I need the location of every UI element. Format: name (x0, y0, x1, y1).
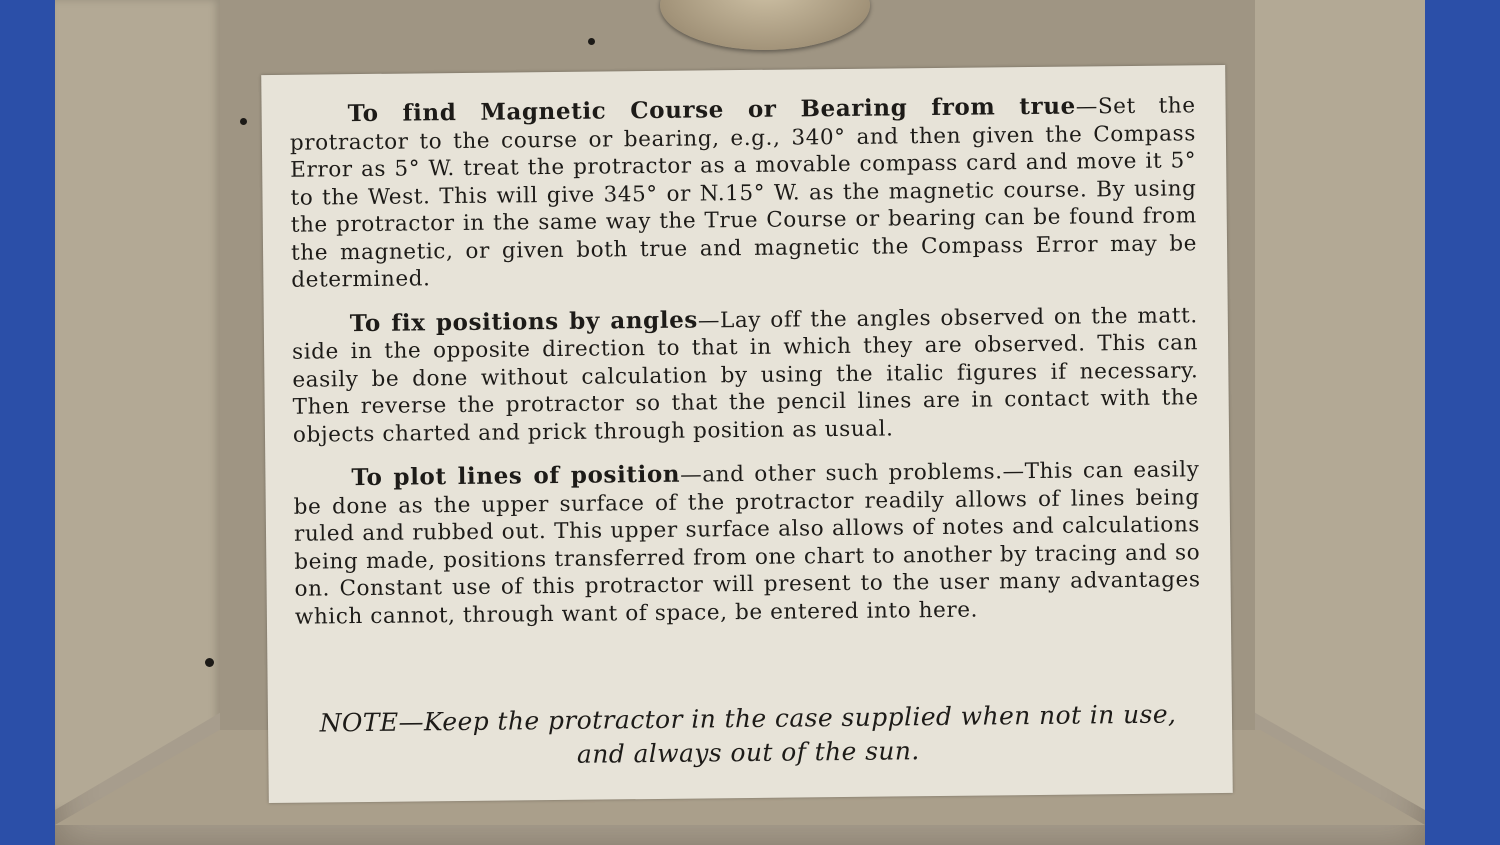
case-right-flap (1255, 0, 1425, 810)
instruction-label (261, 65, 1233, 803)
paragraph-heading: To fix positions by angles (349, 306, 699, 337)
paragraph-heading: To find Magnetic Course or Bearing from true (347, 92, 1076, 128)
paragraph-fix-positions (292, 301, 1199, 449)
paragraph-magnetic-course (289, 91, 1197, 294)
paragraph-body: —and other such problems.—This can easily be done as the upper surface of the protractor readily allows of lines being ruled and rubbed out. This upper surface also allows of notes and calculations being made, positions transferred from one chart to another by tracing and so on. Constant use of this protractor will present to the user many advantages which cannot, through want of space, be entered into here. (293, 457, 1201, 630)
ink-speck (588, 38, 595, 45)
note-text: NOTE—Keep the protractor in the case supplied when not in use, and always out of the sun. (319, 699, 1177, 769)
paragraph-heading: To plot lines of position (351, 460, 681, 492)
ink-speck (240, 118, 247, 125)
paragraph-body: —Set the protractor to the course or bearing, e.g., 340° and then given the Compass Error as 5° W. treat the protractor as a movable compass card and move it 5° to the West. This will give 345° or N.15° W. as the magnetic course. By using the protractor in the same way the True Course or bearing can be found from the magnetic, or given both true and magnetic the Compass Error may be determined. (289, 93, 1198, 293)
paragraph-plot-lines (293, 455, 1201, 630)
ink-speck (205, 658, 214, 667)
case-left-flap (55, 0, 220, 810)
paragraph-body: —Lay off the angles observed on the matt. side in the opposite direction to that in which they are observed. This can easily be done without calculation by using the italic figures if necessary. Then reverse the protractor so that the pencil lines are in contact with the objects charted and prick through position as usual. (291, 302, 1199, 448)
instruction-text (289, 91, 1201, 646)
